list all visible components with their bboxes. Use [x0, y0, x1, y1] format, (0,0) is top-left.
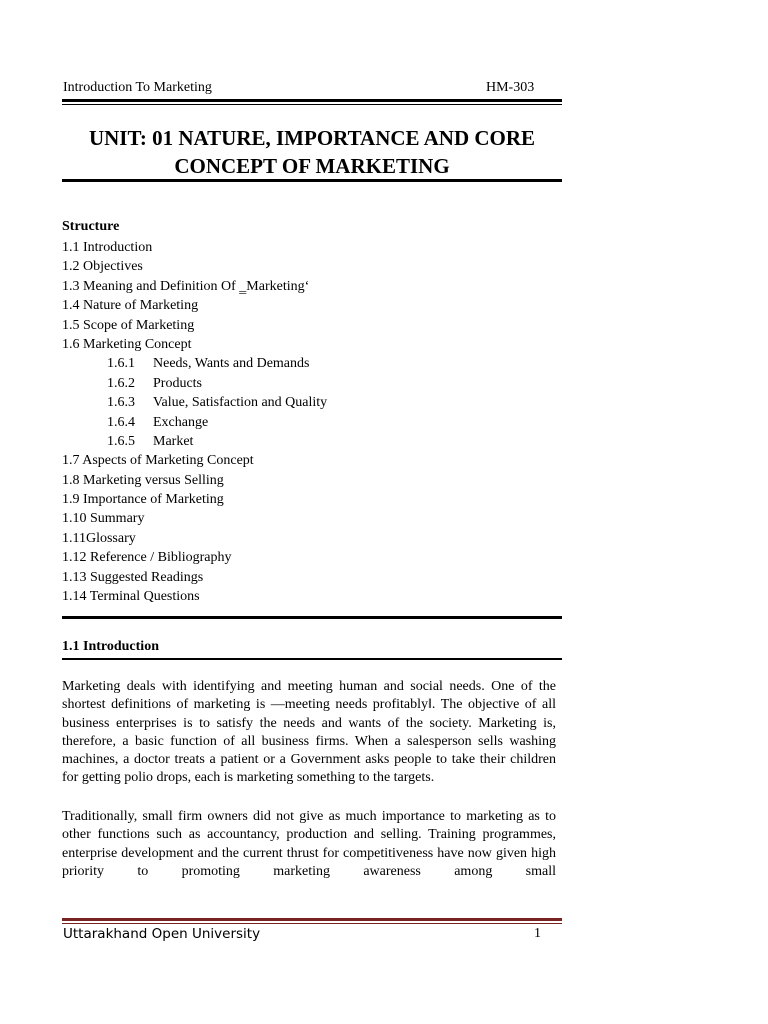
toc-item: 1.1 Introduction: [62, 240, 153, 255]
footer-university: Uttarakhand Open University: [63, 926, 261, 942]
toc-subitem: 1.6.3 Value, Satisfaction and Quality: [107, 395, 328, 411]
structure-end-rule: [62, 616, 562, 619]
toc-item: 1.8 Marketing versus Selling: [62, 472, 224, 488]
toc-subitem: 1.6.4 Exchange: [107, 414, 209, 430]
footer-rule-thick: [62, 918, 562, 921]
toc-item: 1.2 Objectives: [62, 259, 143, 275]
title-rule: [62, 179, 562, 182]
section-heading-rule: [62, 658, 562, 660]
course-code: HM-303: [486, 80, 535, 95]
intro-paragraph-2: Traditionally, small firm owners did not give as much importance to marketing as to other functions such as accountancy, production and selling. Training programmes, enterprise development and the current thrust for competitiveness have now given high priority to promoting marketing awareness among small: [62, 809, 556, 879]
structure-heading: Structure: [62, 219, 120, 234]
toc-item: 1.9 Importance of Marketing: [62, 492, 224, 508]
toc-item: 1.5 Scope of Marketing: [62, 317, 195, 333]
toc-item: 1.14 Terminal Questions: [62, 589, 200, 605]
footer-rule-thin: [62, 923, 562, 924]
section-heading: 1.1 Introduction: [62, 639, 159, 654]
header-rule-thick: [62, 99, 562, 102]
toc-item: 1.3 Meaning and Definition Of ‗Marketing‘: [62, 278, 310, 294]
toc-item: 1.13 Suggested Readings: [62, 569, 204, 585]
toc-item: 1.12 Reference / Bibliography: [62, 550, 232, 566]
intro-paragraph-1: Marketing deals with identifying and meeting human and social needs. One of the shortest definitions of marketing is ―meeting needs profitably‖. The objective of all business enterprises is to satisfy the needs and wants of the society. Marketing is, therefore, a basic function of all business firms. When a salesperson sells washing machines, a doctor treats a patient or a Government asks people to take their children for getting polio drops, each is marketing something to the targets.: [62, 679, 556, 786]
table-of-contents: [62, 238, 327, 606]
toc-subitem: 1.6.1 Needs, Wants and Demands: [107, 356, 310, 372]
toc-item: 1.10 Summary: [62, 511, 145, 527]
course-title: Introduction To Marketing: [63, 80, 212, 95]
toc-item: 1.11Glossary: [62, 530, 136, 546]
toc-subitem: 1.6.2 Products: [107, 375, 202, 391]
header-rule-thin: [62, 104, 562, 105]
toc-item: 1.7 Aspects of Marketing Concept: [62, 453, 254, 469]
toc-subitem: 1.6.5 Market: [107, 433, 194, 449]
toc-item: 1.6 Marketing Concept: [62, 336, 192, 352]
toc-item: 1.4 Nature of Marketing: [62, 298, 199, 314]
unit-title: UNIT: 01 NATURE, IMPORTANCE AND CORE CONCEPT OF MARKETING: [88, 126, 536, 178]
page-number: 1: [534, 926, 541, 941]
